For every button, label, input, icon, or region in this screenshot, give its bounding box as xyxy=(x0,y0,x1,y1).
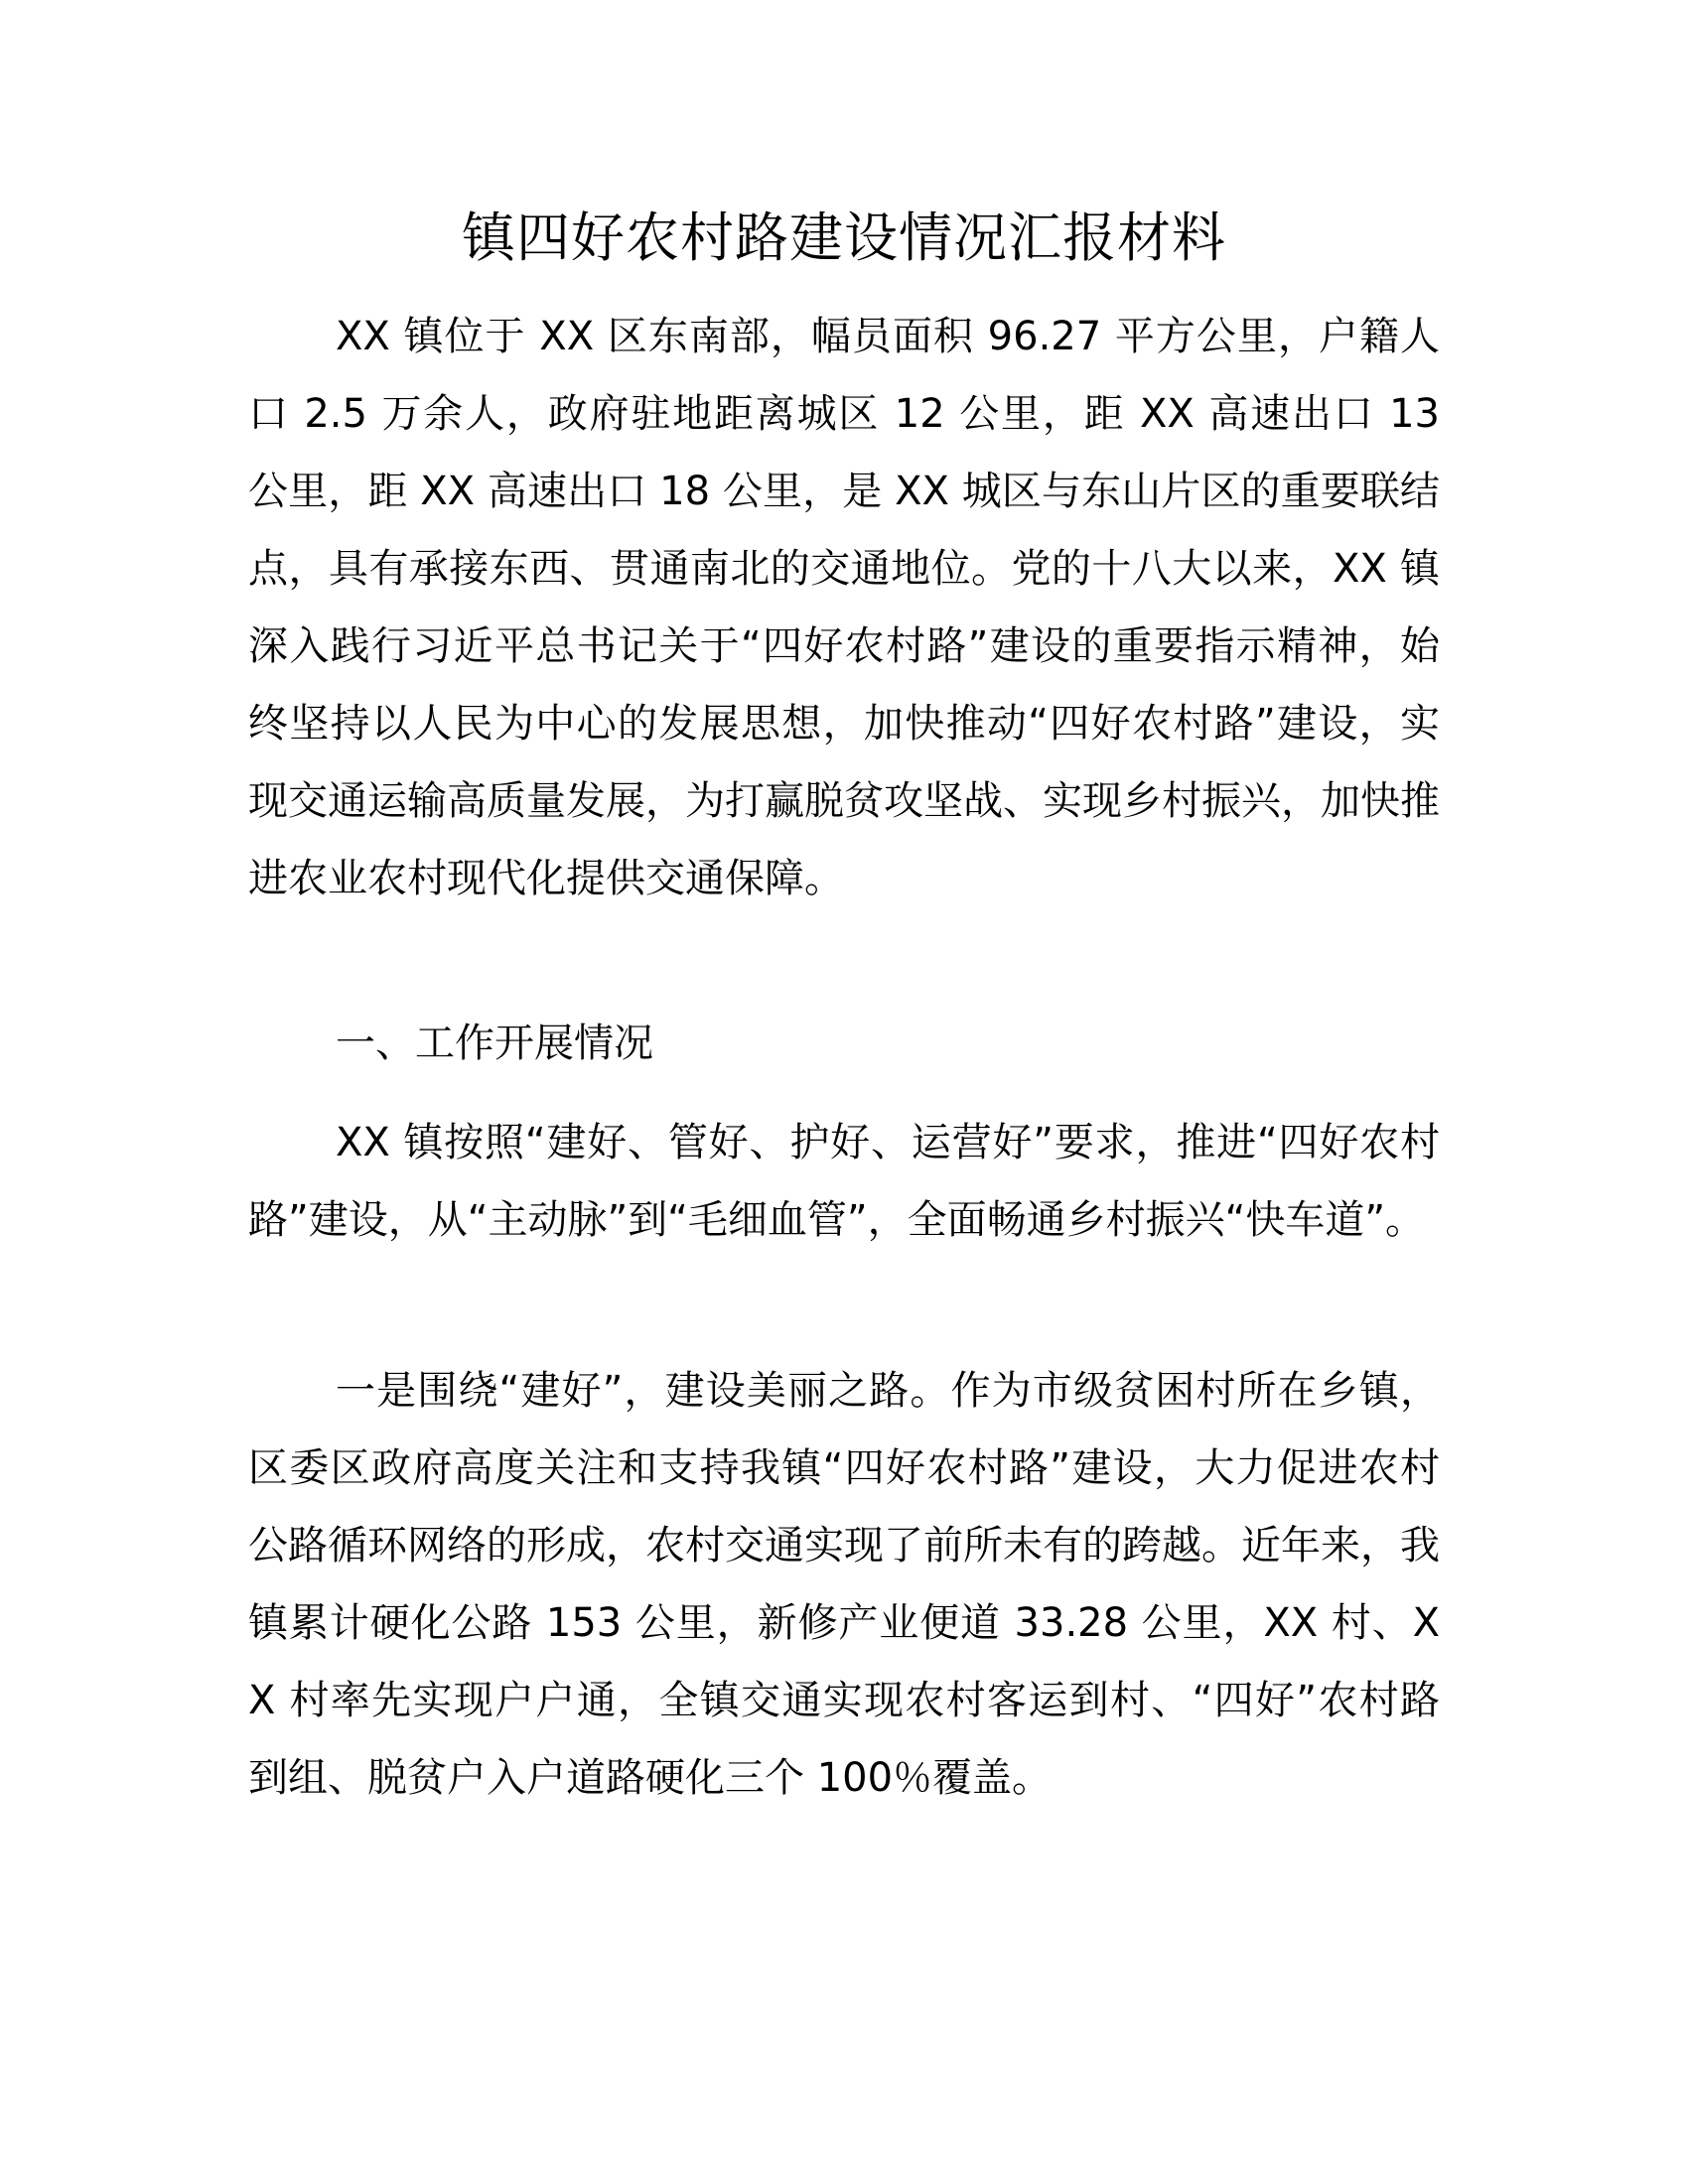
paragraph-overview: XX 镇位于 XX 区东南部，幅员面积 96.27 平方公里，户籍人口 2.5 万余人，政府驻地距离城区 12 公里，距 XX 高速出口 13 公里，距 XX 高速出口 18 公里，是 XX 城区与东山片区的重要联结点，具有承接东西、贯通南北的交通地位。党的十八大以来，XX 镇深入践行习近平总书记关于“四好农村路”建设的重要指示精神，始终坚持以人民为中心的发展思想，加快推动“四好农村路”建设，实现交通运输高质量发展，为打赢脱贫攻坚战、实现乡村振兴，加快推进农业农村现代化提供交通保障。 xyxy=(248,314,1440,901)
section-heading: 一、工作开展情况 xyxy=(336,1021,653,1066)
paragraph-work-summary: XX 镇按照“建好、管好、护好、运营好”要求，推进“四好农村路”建设，从“主动脉”到“毛细血管”，全面畅通乡村振兴“快车道”。 xyxy=(248,1120,1440,1243)
paragraph-build-well: 一是围绕“建好”，建设美丽之路。作为市级贫困村所在乡镇，区委区政府高度关注和支持我镇“四好农村路”建设，大力促进农村公路循环网络的形成，农村交通实现了前所未有的跨越。近年来，我镇累计硬化公路 153 公里，新修产业便道 33.28 公里，XX 村、XX 村率先实现户户通，全镇交通实现农村客运到村、“四好”农村路到组、脱贫户入户道路硬化三个 100％覆盖。 xyxy=(248,1368,1440,1801)
document-title: 镇四好农村路建设情况汇报材料 xyxy=(462,206,1226,269)
